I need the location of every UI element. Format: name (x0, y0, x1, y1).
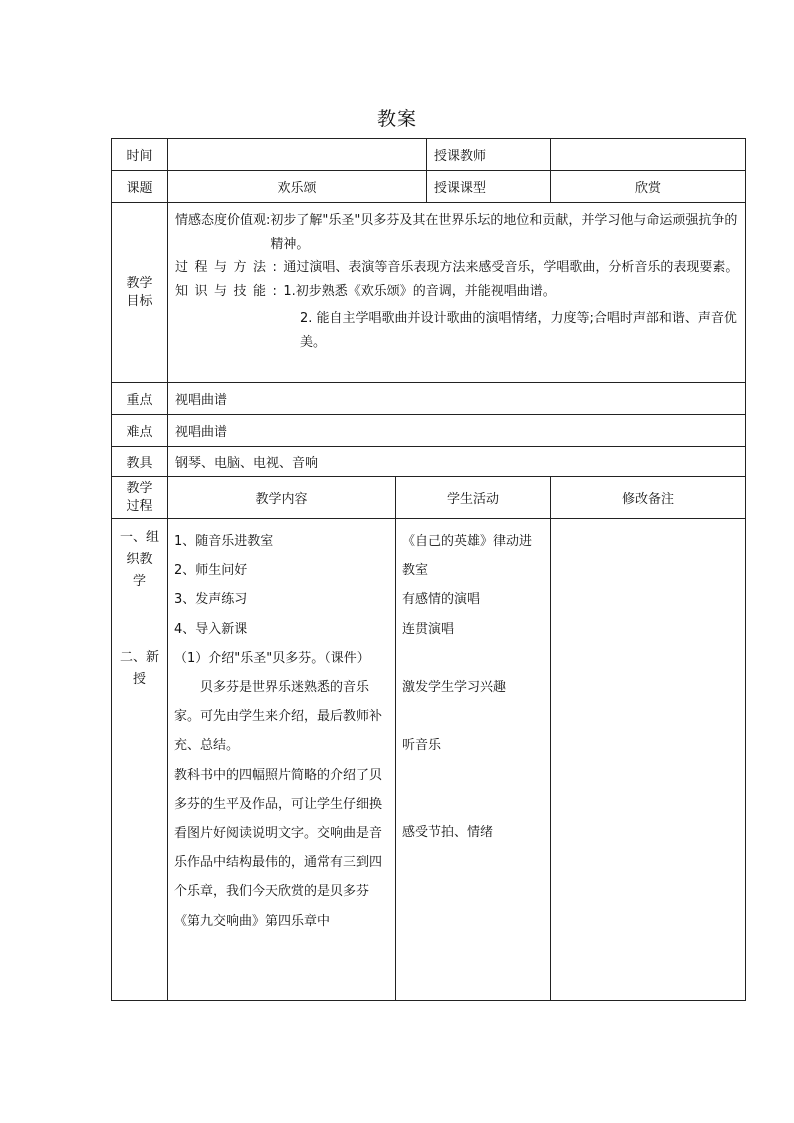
content-line: 1、随音乐进教室 (174, 534, 274, 549)
stage-2-line: 授 (132, 672, 146, 687)
tools-value: 钢琴、电脑、电视、音响 (168, 447, 746, 477)
row-time (112, 139, 746, 171)
difficulty-label: 难点 (112, 415, 168, 447)
objectives-label (112, 203, 168, 383)
activity-line: 有感情的演唱 (402, 592, 481, 608)
activity-line: 感受节拍、情绪 (402, 825, 494, 841)
activity-line: 《自己的英雄》律动进教室 (402, 534, 533, 579)
row-difficulty (112, 415, 746, 447)
topic-value: 欢乐颂 (168, 171, 427, 203)
content-header: 教学内容 (168, 477, 396, 519)
objectives-label-line1: 教学 (126, 275, 153, 291)
stage-1-line: 一、组 (119, 530, 159, 545)
process-label (112, 477, 168, 519)
stage-2-line: 二、新 (119, 650, 159, 665)
content-line: （1）介绍"乐圣"贝多芬。（课件） (174, 650, 370, 666)
objective-text: 通过演唱、表演等音乐表现方法来感受音乐，学唱歌曲，分析音乐的表现要素。 (283, 260, 739, 275)
row-key-point (112, 383, 746, 415)
row-process-header (112, 477, 746, 519)
content-line: 2、师生问好 (174, 563, 248, 579)
topic-label: 课题 (112, 171, 168, 203)
activity-header: 学生活动 (396, 477, 551, 519)
activity-line: 连贯演唱 (402, 621, 455, 637)
objectives-label-line2: 目标 (126, 293, 153, 309)
key-point-label: 重点 (112, 383, 168, 415)
objective-item (175, 209, 739, 256)
activity-line: 听音乐 (402, 738, 442, 754)
stage-column (112, 519, 168, 1001)
row-process-body (112, 519, 746, 1001)
tools-label: 教具 (112, 447, 168, 477)
stage-1-line: 织教 (126, 552, 153, 567)
notes-header: 修改备注 (551, 477, 746, 519)
objective-text: 1.初步熟悉《欢乐颂》的音调，并能视唱曲谱。 (283, 283, 556, 299)
key-point-value: 视唱曲谱 (168, 383, 746, 415)
objective-item (175, 307, 739, 354)
stage-1-line: 学 (132, 574, 146, 589)
row-objectives (112, 203, 746, 383)
type-label: 授课课型 (427, 171, 551, 203)
type-value: 欣赏 (551, 171, 746, 203)
objective-item (175, 256, 739, 280)
teacher-value (551, 139, 746, 171)
teacher-label: 授课教师 (427, 139, 551, 171)
notes-column (551, 519, 746, 1001)
lesson-plan-table (111, 138, 746, 1001)
objective-text: 2. 能自主学唱歌曲并设计歌曲的演唱情绪，力度等;合唱时声部和谐、声音优美。 (300, 311, 737, 350)
activity-line: 激发学生学习兴趣 (402, 679, 507, 695)
row-tools (112, 447, 746, 477)
content-column (168, 519, 396, 1001)
page-title: 教案 (376, 108, 417, 130)
content-line: 贝多芬是世界乐迷熟悉的音乐家。可先由学生来介绍，最后教师补充、总结。 (174, 680, 383, 754)
objective-item (175, 280, 739, 304)
objective-label: 知识与技能: (175, 283, 284, 299)
objective-label: 过程与方法: (175, 260, 284, 275)
time-value (168, 139, 427, 171)
difficulty-value: 视唱曲谱 (168, 415, 746, 447)
content-line: 3、发声练习 (174, 592, 248, 608)
content-line: 教科书中的四幅照片简略的介绍了贝多芬的生平及作品，可让学生仔细换看图片好阅读说明文字。交响曲是音乐作品中结构最伟的，通常有三到四个乐章，我们今天欣赏的是贝多芬《第九交响曲》第四乐章中 (174, 767, 383, 929)
process-label-line2: 过程 (126, 498, 153, 514)
objective-label: 情感态度价值观: (175, 213, 271, 228)
process-label-line1: 教学 (126, 480, 153, 496)
objectives-content (168, 203, 746, 383)
objective-text: 初步了解"乐圣"贝多芬及其在世界乐坛的地位和贡献，并学习他与命运顽强抗争的精神。 (270, 213, 738, 252)
activity-column (396, 519, 551, 1001)
content-line: 4、导入新课 (174, 621, 248, 637)
row-topic (112, 171, 746, 203)
time-label: 时间 (112, 139, 168, 171)
